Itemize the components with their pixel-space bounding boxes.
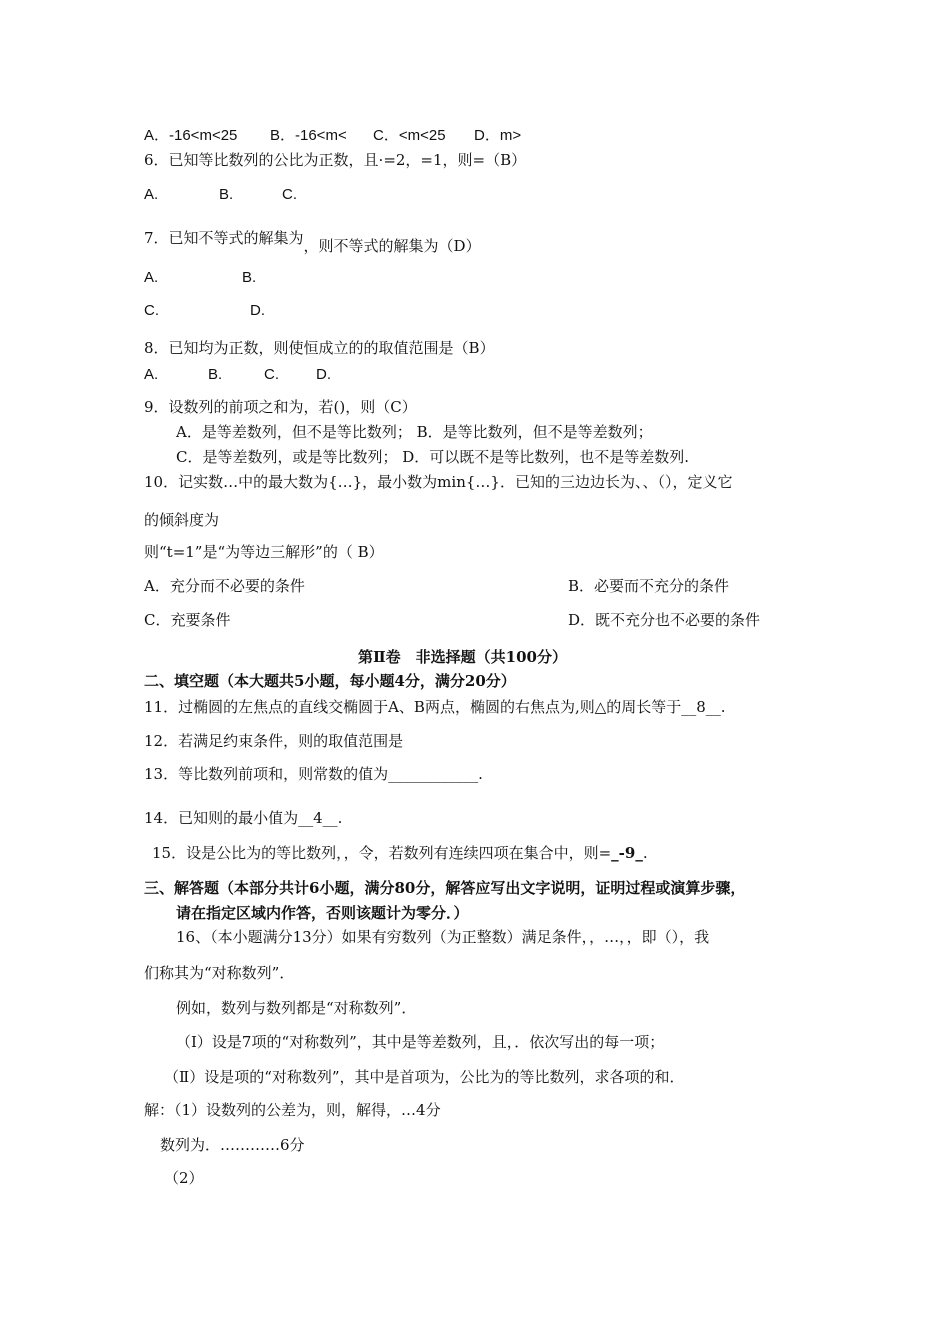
q10-option-d: D．既不充分也不必要的条件: [568, 611, 761, 629]
q8-option-d: D.: [316, 366, 331, 383]
q13-text: [144, 764, 483, 784]
q14-stem: 14．已知则的最小值为: [144, 809, 299, 827]
q9-options-ab: A．是等差数列，但不是等比数列； B．是等比数列，但不是等差数列；: [176, 423, 653, 441]
section2-heading: 二、填空题（本大题共5小题，每小题4分，满分20分）: [144, 672, 516, 690]
q15-end: .: [642, 844, 648, 862]
q7-text-b: ，则不等式的解集为（D）: [303, 237, 481, 255]
solution-line2: 数列为．…………6分: [160, 1136, 305, 1154]
q13-blank: ____________: [388, 765, 479, 783]
q14-answer: __4__: [298, 809, 338, 827]
q7-text: [144, 228, 481, 255]
q11-text: [144, 697, 726, 717]
q16-line2: 们称其为“对称数列”．: [144, 964, 295, 982]
q7-text-a: 7．已知不等式的解集为: [144, 229, 304, 247]
q10-option-b: B．必要而不充分的条件: [568, 577, 730, 595]
q11-stem: 11．过椭圆的左焦点的直线交椭圆于A、B两点，椭圆的右焦点为,则△的周长等于: [144, 698, 682, 716]
q14-text: [144, 808, 342, 828]
q16-part1: （Ⅰ）设是7项的“对称数列”，其中是等差数列，且，．依次写出的每一项；: [176, 1033, 665, 1051]
q5-option-d: D．m>: [474, 127, 522, 144]
solution-line1: 解：（1）设数列的公差为，则，解得，…4分: [144, 1101, 441, 1119]
q12-text: 12．若满足约束条件，则的取值范围是: [144, 732, 404, 750]
q8-option-c: C.: [264, 366, 279, 383]
q16-line3: 例如，数列与数列都是“对称数列”．: [176, 999, 417, 1017]
q5-option-c: C．<m<25: [373, 127, 446, 144]
q10-option-a: A．充分而不必要的条件: [144, 577, 305, 595]
q9-options-cd: C．是等差数列，或是等比数列； D．可以既不是等比数列，也不是等差数列.: [176, 448, 690, 466]
section3-heading-line2: 请在指定区域内作答，否则该题计为零分．）: [176, 904, 469, 922]
part2-title: 第Ⅱ卷 非选择题（共100分）: [358, 648, 567, 666]
q11-answer: __8__: [681, 698, 721, 716]
q14-end: .: [337, 809, 343, 827]
q16-line1: 16、（本小题满分13分）如果有穷数列（为正整数）满足条件，，…，，即（），我: [176, 928, 710, 946]
q8-option-a: A.: [144, 366, 159, 383]
q11-end: .: [720, 698, 726, 716]
q16-part2: （Ⅱ）设是项的“对称数列”，其中是首项为，公比为的等比数列，求各项的和．: [164, 1068, 685, 1086]
section3-heading-line1: 三、解答题（本部分共计6小题，满分80分，解答应写出文字说明，证明过程或演算步骤，: [144, 879, 746, 897]
q15-answer: _-9_: [611, 844, 643, 862]
q15-stem: 15．设是公比为的等比数列，，令，若数列有连续四项在集合中，则=: [152, 844, 612, 862]
solution-line3: （2）: [164, 1169, 204, 1187]
q5-option-b: B．-16<m<: [270, 127, 347, 144]
q8-option-b: B.: [208, 366, 223, 383]
q13-stem: 13．等比数列前项和，则常数的值为: [144, 765, 389, 783]
q13-end: .: [478, 765, 483, 783]
q15-text: [152, 843, 648, 863]
q6-option-b: B.: [219, 186, 234, 203]
q10-option-c: C．充要条件: [144, 611, 231, 629]
q9-text: 9．设数列的前项之和为，若()，则（C）: [144, 398, 417, 416]
q6-option-a: A.: [144, 186, 159, 203]
q7-option-d: D.: [250, 302, 265, 319]
q6-option-c: C.: [282, 186, 297, 203]
q10-line3: 则“t=1”是“为等边三解形”的（ B）: [144, 543, 384, 561]
q6-text: 6．已知等比数列的公比为正数，且·=2，=1，则=（B）: [144, 151, 527, 169]
q7-option-c: C.: [144, 302, 159, 319]
q8-text: 8．已知均为正数，则使恒成立的的取值范围是（B）: [144, 339, 495, 357]
q7-option-a: A.: [144, 269, 159, 286]
q10-line1: 10．记实数…中的最大数为{…}，最小数为min{…}．已知的三边边长为、、（），定义它: [144, 473, 733, 491]
q5-option-a: A．-16<m<25: [144, 127, 238, 144]
q7-option-b: B.: [242, 269, 257, 286]
q10-line2: 的倾斜度为: [144, 511, 220, 529]
